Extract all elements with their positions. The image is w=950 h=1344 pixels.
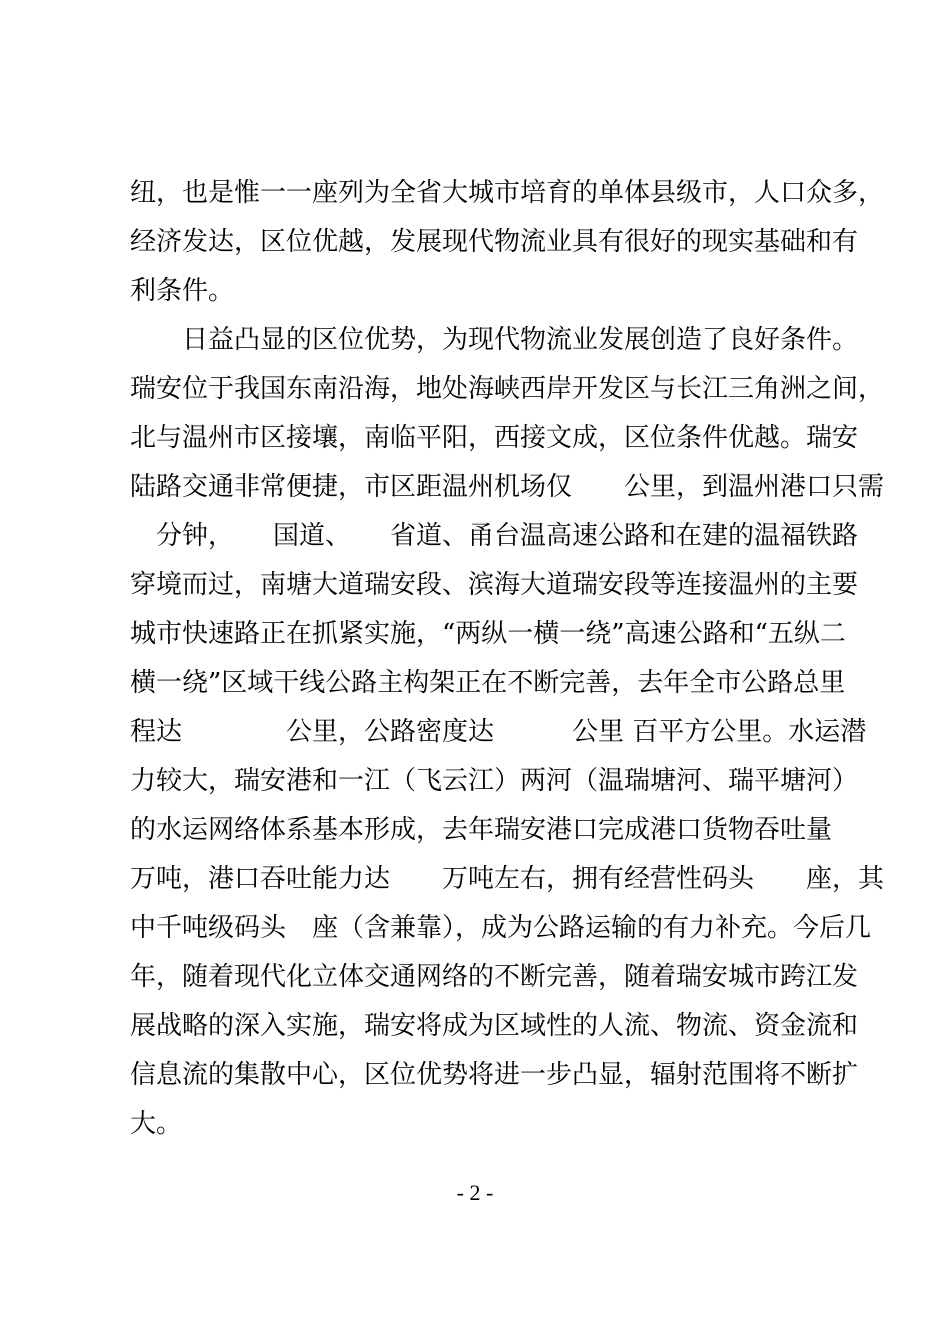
page-number: - 2 - [456,1180,494,1205]
text-line-17: 年，随着现代化立体交通网络的不断完善，随着瑞安城市跨江发 [130,962,859,992]
text-line-1: 纽，也是惟一一座列为全省大城市培育的单体县级市，人口众多， [130,178,885,208]
text-line-5: 瑞安位于我国东南沿海，地处海峡西岸开发区与长江三角洲之间， [130,374,885,404]
text-line-13: 力较大，瑞安港和一江（飞云江）两河（温瑞塘河、瑞平塘河） [130,766,859,796]
text-line-18: 展战略的深入实施，瑞安将成为区域性的人流、物流、资金流和 [130,1011,859,1041]
text-line-15: 万吨，港口吞吐能力达 万吨左右，拥有经营性码头 座，其 [130,864,885,894]
text-line-12: 程达 公里，公路密度达 公里 百平方公里。水运潜 [130,717,867,747]
text-line-20: 大。 [130,1109,183,1139]
text-line-10: 城市快速路正在抓紧实施，“两纵一横一绕”高速公路和“五纵二 [130,619,846,649]
text-line-16: 中千吨级码头 座（含兼靠），成为公路运输的有力补充。今后几 [130,913,872,943]
text-line-14: 的水运网络体系基本形成，去年瑞安港口完成港口货物吞吐量 [130,815,833,845]
text-line-19: 信息流的集散中心，区位优势将进一步凸显，辐射范围将不断扩 [130,1060,859,1090]
text-line-8: 分钟， 国道、 省道、甬台温高速公路和在建的温福铁路 [130,521,859,551]
text-line-11: 横一绕”区域干线公路主构架正在不断完善，去年全市公路总里 [130,668,846,698]
text-line-6: 北与温州市区接壤，南临平阳，西接文成，区位条件优越。瑞安 [130,423,859,453]
text-line-7: 陆路交通非常便捷，市区距温州机场仅 公里，到温州港口只需 [130,472,885,502]
text-line-9: 穿境而过，南塘大道瑞安段、滨海大道瑞安段等连接温州的主要 [130,570,859,600]
text-line-2: 经济发达，区位优越，发展现代物流业具有很好的现实基础和有 [130,227,859,257]
text-line-3: 利条件。 [130,276,235,306]
text-line-4: 日益凸显的区位优势，为现代物流业发展创造了良好条件。 [130,325,859,355]
